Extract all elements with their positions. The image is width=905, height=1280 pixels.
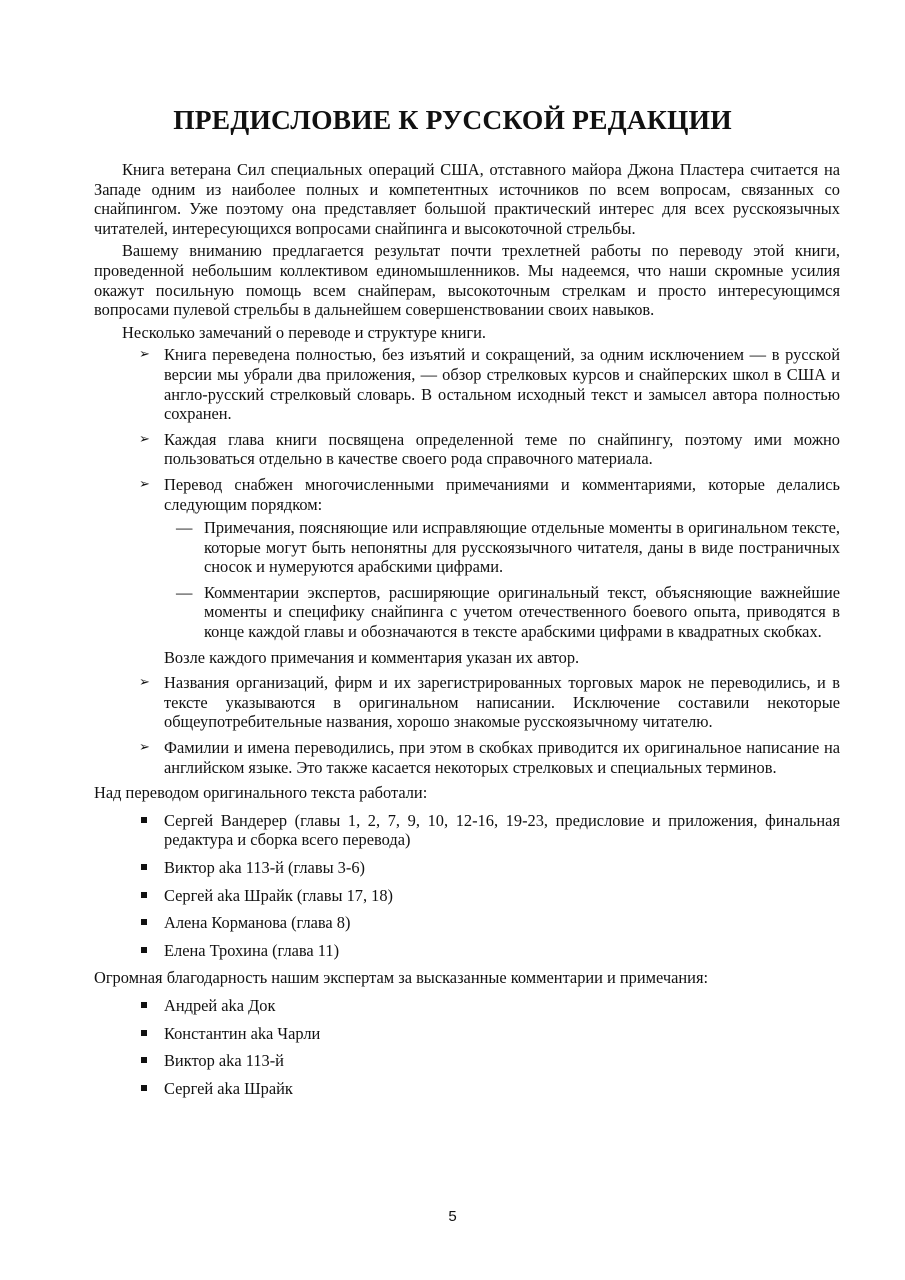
square-bullet-icon [141, 817, 147, 823]
experts-heading: Огромная благодарность нашим экспертам за высказанные комментарии и примечания: [94, 968, 709, 988]
intro-paragraph-3: Несколько замечаний о переводе и структуре книги. [122, 322, 487, 342]
square-bullet-icon [141, 864, 147, 870]
translator-item [94, 913, 840, 933]
page-title: ПРЕДИСЛОВИЕ К РУССКОЙ РЕДАКЦИИ [173, 104, 732, 135]
note-item-3 [94, 475, 840, 667]
note-text: Перевод снабжен многочисленными примечаниями и комментариями, которые делались следующим порядком: [164, 474, 840, 514]
arrow-bullet-icon: ➢ [139, 476, 150, 492]
experts-list [94, 996, 840, 1098]
translators-heading: Над переводом оригинального текста работали: [94, 783, 428, 803]
square-bullet-icon [141, 919, 147, 925]
translator-name: Виктор aka 113-й (главы 3-6) [164, 858, 365, 877]
expert-item [94, 1051, 840, 1071]
note-item-2 [94, 430, 840, 469]
page-number: 5 [448, 1208, 457, 1225]
arrow-bullet-icon: ➢ [139, 675, 150, 691]
annotation-type-text: Комментарии экспертов, расширяющие оригинальный текст, объясняющие важнейшие моменты и специфику снайпинга с учетом отечественного боевого опыта, приводятся в конце каждой главы и обозначаются в тексте арабскими цифрами в квадратных скобках. [204, 582, 840, 642]
translator-item [94, 941, 840, 961]
note-text: Фамилии и имена переводились, при этом в скобках приводится их оригинальное написание на английском языке. Это также касается некоторых стрелковых и специальных терминов. [164, 738, 840, 777]
intro-paragraph-1: Книга ветерана Сил специальных операций США, отставного майора Джона Пластера считается на Западе одним из наиболее полных и компетентных источников по всем вопросам, связанных со снайпингом. Уже поэтому она представляет большой практический интерес для всех русскоязычных читателей, интересующихся вопросами снайпинга и высокоточной стрельбы. [94, 160, 840, 238]
translator-name: Алена Корманова (глава 8) [164, 913, 351, 933]
expert-name: Виктор aka 113-й [164, 1051, 284, 1071]
translator-item [94, 858, 840, 878]
notes-list [94, 345, 840, 777]
square-bullet-icon [141, 1030, 147, 1036]
annotation-type-item-1 [164, 518, 840, 577]
dash-bullet: — [176, 582, 193, 602]
square-bullet-icon [141, 947, 147, 953]
translator-name: Сергей aka Шрайк (главы 17, 18) [164, 885, 394, 905]
annotation-types-list [164, 518, 840, 642]
expert-name: Андрей aka Док [164, 995, 276, 1015]
authorship-note: Возле каждого примечания и комментария указан их автор. [164, 647, 580, 667]
note-text: Названия организаций, фирм и их зарегистрированных торговых марок не переводились, и в тексте указываются в оригинальном написании. Исключение составили некоторые общеупотребительные названия, хорошо знакомые русскоязычному читателю. [164, 673, 840, 732]
annotation-type-text: Примечания, поясняющие или исправляющие отдельные моменты в оригинальном тексте, которые могут быть непонятны для русскоязычного читателя, даны в виде постраничных сносок и нумеруются арабскими цифрами. [204, 518, 840, 577]
note-text: Книга переведена полностью, без изъятий и сокращений, за одним исключением — в русской версии мы убрали два приложения, — обзор стрелковых курсов и снайперских школ в США и англо-русский стрелковый словарь. В остальном исходный текст и замысел автора полностью сохранен. [164, 345, 840, 424]
dash-bullet: — [176, 518, 193, 538]
expert-item [94, 1024, 840, 1044]
translator-item [94, 886, 840, 906]
intro-paragraph-2: Вашему вниманию предлагается результат почти трехлетней работы по переводу этой книги, проведенной небольшим коллективом единомышленников. Мы надеемся, что наши скромные усилия окажут посильную помощь всем снайперам, высокоточным стрелкам и просто интересующимся вопросами пулевой стрельбы в дальнейшем совершенствовании своих навыков. [94, 241, 840, 320]
translator-name: Сергей Вандерер (главы 1, 2, 7, 9, 10, 12-16, 19-23, предисловие и приложения, финальная редактура и сборка всего перевода) [164, 810, 840, 850]
expert-item [94, 996, 840, 1016]
note-item-4 [94, 673, 840, 732]
square-bullet-icon [141, 892, 147, 898]
arrow-bullet-icon: ➢ [139, 347, 150, 363]
note-item-5 [94, 738, 840, 777]
translators-list [94, 811, 840, 961]
document-body [94, 160, 840, 1106]
note-text: Каждая глава книги посвящена определенной теме по снайпингу, поэтому ими можно пользоваться отдельно в качестве своего рода справочного материала. [164, 429, 840, 469]
square-bullet-icon [141, 1085, 147, 1091]
annotation-type-item-2 [164, 583, 840, 642]
expert-name: Сергей aka Шрайк [164, 1078, 293, 1098]
note-item-1 [94, 345, 840, 423]
expert-name: Константин aka Чарли [164, 1023, 321, 1043]
arrow-bullet-icon: ➢ [139, 431, 150, 447]
square-bullet-icon [141, 1002, 147, 1008]
expert-item [94, 1079, 840, 1099]
translator-name: Елена Трохина (глава 11) [164, 940, 340, 960]
square-bullet-icon [141, 1057, 147, 1063]
arrow-bullet-icon: ➢ [139, 740, 150, 756]
translator-item [94, 811, 840, 850]
